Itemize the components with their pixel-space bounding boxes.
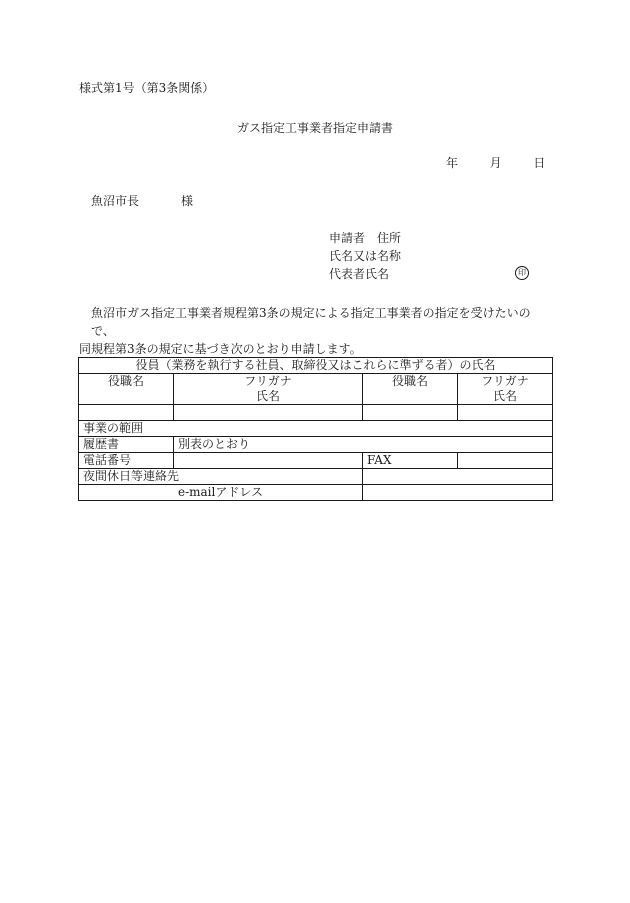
officer-name-cell-2[interactable]	[458, 405, 553, 421]
officer-position-cell[interactable]	[79, 405, 174, 421]
col-furigana: フリガナ	[244, 374, 292, 388]
night-contact-value[interactable]	[363, 469, 553, 485]
business-scope-label: 事業の範囲	[83, 421, 144, 435]
seal-mark: 印	[515, 266, 529, 280]
col-position: 役職名	[79, 374, 174, 405]
applicant-address-label: 申請者 住所	[329, 231, 402, 245]
applicant-block	[329, 232, 401, 286]
form-number: 様式第1号（第3条関係）	[79, 81, 215, 95]
officer-position-cell-2[interactable]	[363, 405, 458, 421]
col-furigana-2: フリガナ	[481, 374, 529, 388]
resume-label: 履歴書	[79, 437, 174, 453]
statement-line-1: 魚沼市ガス指定工事業者規程第3条の規定による指定工事業者の指定を受けたいので、	[91, 306, 531, 338]
col-furigana-name	[174, 374, 363, 405]
fax-value-cell[interactable]	[458, 453, 553, 469]
addressee-honorific: 様	[181, 194, 194, 208]
email-label: e-mailアドレス	[79, 485, 363, 501]
addressee-name: 魚沼市長	[91, 194, 140, 208]
phone-value-cell[interactable]	[174, 453, 363, 469]
col-name: 氏名	[255, 389, 280, 403]
date-year: 年	[446, 156, 459, 170]
officer-name-cell[interactable]	[174, 405, 363, 421]
business-scope-row	[79, 421, 553, 437]
col-position-2: 役職名	[363, 374, 458, 405]
phone-label: 電話番号	[79, 453, 174, 469]
application-statement	[79, 304, 549, 358]
col-furigana-name-2	[458, 374, 553, 405]
date-day: 日	[533, 156, 546, 170]
col-name-2: 氏名	[493, 389, 518, 403]
statement-line-2: 同規程第3条の規定に基づき次のとおり申請します。	[79, 342, 362, 356]
officers-header: 役員（業務を執行する社員、取締役又はこれらに準ずる者）の氏名	[79, 358, 553, 374]
document-title: ガス指定工事業者指定申請書	[236, 121, 393, 135]
applicant-representative-label: 代表者氏名	[329, 267, 390, 281]
applicant-name-label: 氏名又は名称	[329, 249, 402, 263]
night-contact-label: 夜間休日等連絡先	[79, 469, 363, 485]
date-line	[446, 157, 545, 169]
email-value[interactable]	[363, 485, 553, 501]
date-month: 月	[489, 156, 502, 170]
application-table	[78, 357, 553, 501]
resume-value: 別表のとおり	[174, 437, 553, 453]
addressee	[91, 195, 193, 207]
fax-label: FAX	[363, 453, 458, 469]
